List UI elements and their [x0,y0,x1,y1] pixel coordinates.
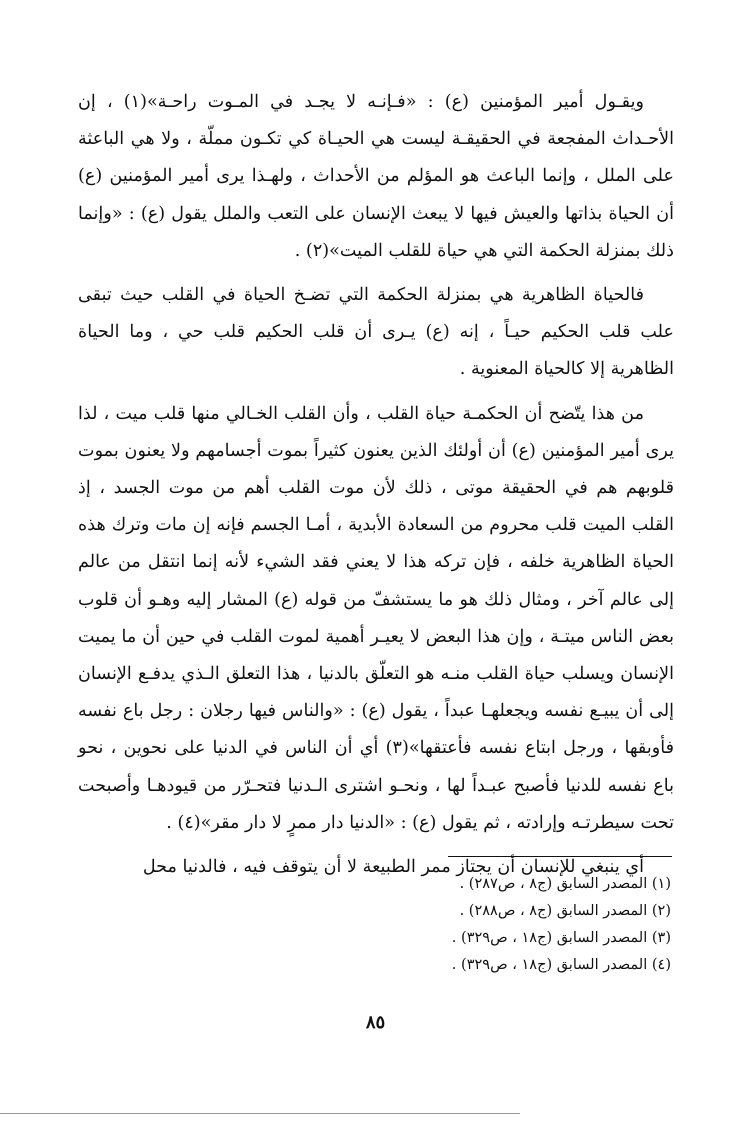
footnote-divider [448,856,672,857]
footnote: (٤) المصدر السابق (ج١٨ ، ص٣٢٩) . [451,957,671,973]
paragraph: من هذا يتّضح أن الحكمـة حياة القلب ، وأن القلب الخـالي منها قلب ميت ، لذا يرى أمير المؤمنين (ع) أن أولئك الذين يعنون كثيراً بموت أجسامهم ولا يعنون بموت قلوبهم هم في الحقيقة موتى ، ذلك لأن موت القلب أهم من موت الجسد ، إذ القلب الميت قلب محروم من السعادة الأبدية ، أمـا الجسم فإنه إن مات وترك هذه الحياة الظاهرية خلفه ، فإن تركه هذا لا يعني فقد الشيء لأنه إنما انتقل من عالم إلى عالم آخر ، ومثال ذلك هو ما يستشفّ من قوله (ع) المشار إليه وهـو أن قلوب بعض الناس ميتـة ، وإن هذا البعض لا يعيـر أهمية لموت القلب في حين أن ما يميت الإنسان ويسلب حياة القلب منـه هو التعلّق بالدنيا ، هذا التعلق الـذي يدفـع الإنسان إلى أن يبيـع نفسه ويجعلهـا عبداً ، يقول (ع) : «والناس فيها رجلان : رجل باع نفسه فأوبقها ، ورجل ابتاع نفسه فأعتقها»(٣) أي أن الناس في الدنيا على نحوين ، نحو باع نفسه للدنيا فأصبح عبـداً لها ، ونحـو اشترى الـدنيا فتحـرّر من قيودهـا وأصبحت تحت سيطرتـه وإرادته ، ثم يقول (ع) : «الدنيا دار ممرٍ لا دار مقر»(٤) . [78,403,675,833]
page-number: ٨٥ [365,1012,386,1033]
footnote: (٢) المصدر السابق (ج٨ ، ص٢٨٨) . [459,903,671,919]
paragraph: فالحياة الظاهرية هي بمنزلة الحكمة التي تضـخ الحياة في القلب حيث تبقى علب قلب الحكيم حيـاً ، إنه (ع) يـرى أن قلب الحكيم قلب حي ، وما الحياة الظاهرية إلا كالحياة المعنوية . [78,285,674,380]
main-text [78,84,674,886]
paragraph: ويقـول أمير المؤمنين (ع) : «فـإنـه لا يجـد في المـوت راحـة»(١) ، إن الأحـداث المفجعة في الحقيقـة ليست هي الحيـاة كي تكـون مملّة ، ولا هي الباعثة على الملل ، وإنما الباعث هو المؤلم من الأحداث ، ولهـذا يرى أمير المؤمنين (ع) أن الحياة بذاتها والعيش فيها لا يبعث الإنسان على التعب والملل يقول (ع) : «وإنما ذلك بمنزلة الحكمة التي هي حياة للقلب الميت»(٢) . [78,92,674,261]
paragraph: أي ينبغي للإنسان أن يجتاز ممر الطبيعة لا أن يتوقف فيه ، فالدنيا محل [142,857,644,878]
footnote: (٣) المصدر السابق (ج١٨ ، ص٣٢٩) . [451,930,671,946]
footnote: (١) المصدر السابق (ج٨ ، ص٢٨٧) . [459,876,671,892]
footnotes [271,871,671,979]
scan-edge-line [0,1113,520,1114]
